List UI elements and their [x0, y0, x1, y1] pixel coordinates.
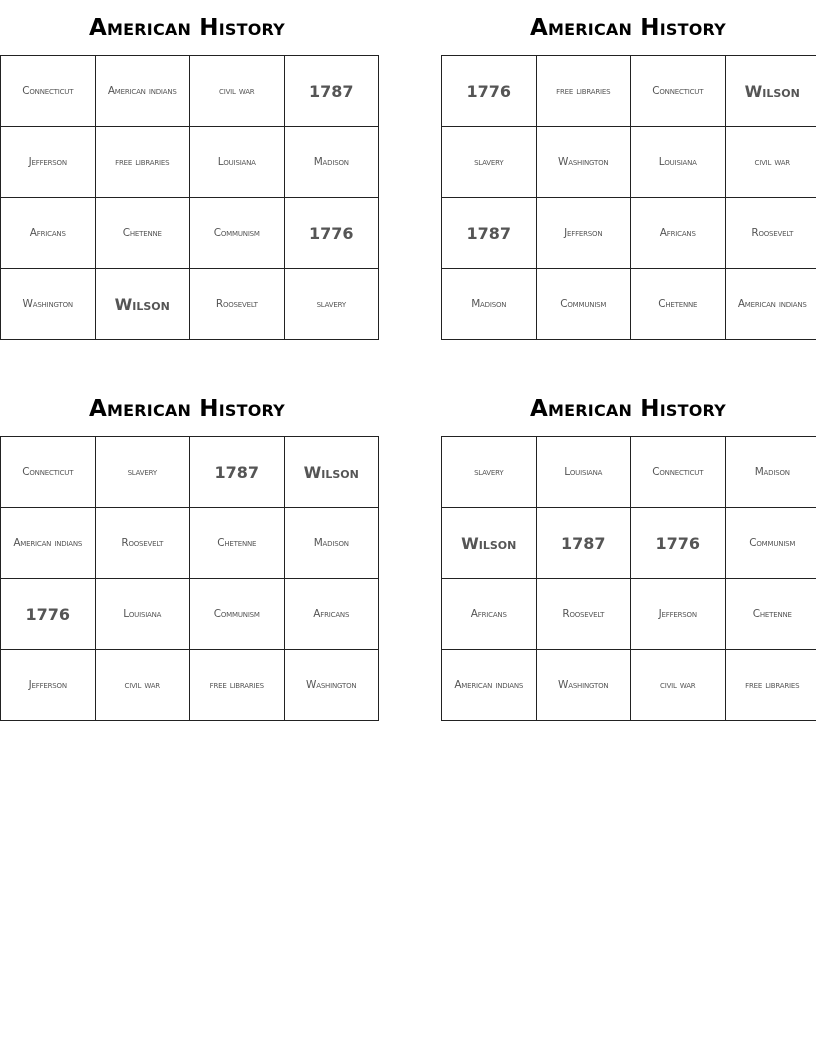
card-title: American History: [530, 396, 726, 422]
grid-cell: Madison: [284, 508, 379, 579]
grid-cell: Roosevelt: [95, 508, 190, 579]
grid-row: [442, 127, 816, 198]
grid-cell: Roosevelt: [190, 269, 285, 340]
grid-cell: 1787: [190, 437, 285, 508]
grid-cell: Chetenne: [95, 198, 190, 269]
grid-cell: Washington: [536, 127, 631, 198]
grid-cell: slavery: [95, 437, 190, 508]
grid-row: [1, 269, 379, 340]
grid-cell: Connecticut: [1, 437, 96, 508]
grid-row: [1, 56, 379, 127]
grid-cell: 1776: [631, 508, 726, 579]
grid-cell: American indians: [442, 650, 537, 721]
grid-cell: American indians: [95, 56, 190, 127]
grid-cell: Chetenne: [631, 269, 726, 340]
grid-cell: Jefferson: [631, 579, 726, 650]
card-title: American History: [89, 15, 285, 41]
grid-row: [442, 437, 816, 508]
grid-cell: American indians: [725, 269, 816, 340]
grid-cell: Washington: [284, 650, 379, 721]
bingo-grid: [0, 436, 379, 721]
grid-cell: Louisiana: [190, 127, 285, 198]
grid-cell: free libraries: [725, 650, 816, 721]
grid-cell: Louisiana: [631, 127, 726, 198]
grid-row: [1, 437, 379, 508]
grid-row: [442, 269, 816, 340]
grid-cell: slavery: [442, 127, 537, 198]
grid-cell: Communism: [536, 269, 631, 340]
grid-cell: Wilson: [284, 437, 379, 508]
grid-row: [442, 508, 816, 579]
grid-cell: Madison: [442, 269, 537, 340]
grid-row: [1, 198, 379, 269]
grid-cell: civil war: [95, 650, 190, 721]
grid-cell: Connecticut: [631, 56, 726, 127]
grid-cell: Wilson: [442, 508, 537, 579]
grid-cell: Communism: [725, 508, 816, 579]
grid-cell: Washington: [536, 650, 631, 721]
grid-cell: 1776: [442, 56, 537, 127]
grid-cell: 1776: [1, 579, 96, 650]
grid-cell: civil war: [631, 650, 726, 721]
grid-cell: Roosevelt: [536, 579, 631, 650]
grid-cell: Madison: [725, 437, 816, 508]
grid-cell: Africans: [631, 198, 726, 269]
grid-cell: 1776: [284, 198, 379, 269]
bingo-grid: [441, 55, 816, 340]
grid-cell: Jefferson: [1, 127, 96, 198]
card-title: American History: [530, 15, 726, 41]
grid-cell: Chetenne: [190, 508, 285, 579]
grid-cell: Connecticut: [1, 56, 96, 127]
grid-cell: 1787: [442, 198, 537, 269]
bingo-grid: [441, 436, 816, 721]
grid-row: [442, 650, 816, 721]
grid-cell: Africans: [442, 579, 537, 650]
grid-cell: Madison: [284, 127, 379, 198]
grid-cell: Louisiana: [536, 437, 631, 508]
grid-cell: Washington: [1, 269, 96, 340]
grid-cell: Communism: [190, 198, 285, 269]
grid-cell: 1787: [536, 508, 631, 579]
grid-cell: Wilson: [725, 56, 816, 127]
grid-cell: free libraries: [536, 56, 631, 127]
grid-cell: American indians: [1, 508, 96, 579]
grid-row: [442, 56, 816, 127]
grid-cell: slavery: [442, 437, 537, 508]
grid-cell: Wilson: [95, 269, 190, 340]
grid-cell: Louisiana: [95, 579, 190, 650]
grid-row: [1, 650, 379, 721]
grid-cell: Roosevelt: [725, 198, 816, 269]
grid-cell: Communism: [190, 579, 285, 650]
grid-cell: civil war: [725, 127, 816, 198]
grid-cell: Africans: [284, 579, 379, 650]
grid-cell: Africans: [1, 198, 96, 269]
card-title: American History: [89, 396, 285, 422]
grid-cell: Chetenne: [725, 579, 816, 650]
bingo-grid: [0, 55, 379, 340]
grid-cell: civil war: [190, 56, 285, 127]
grid-cell: free libraries: [95, 127, 190, 198]
grid-cell: slavery: [284, 269, 379, 340]
grid-cell: Jefferson: [1, 650, 96, 721]
grid-row: [1, 127, 379, 198]
grid-cell: 1787: [284, 56, 379, 127]
grid-row: [442, 579, 816, 650]
grid-row: [442, 198, 816, 269]
grid-cell: free libraries: [190, 650, 285, 721]
grid-cell: Connecticut: [631, 437, 726, 508]
grid-cell: Jefferson: [536, 198, 631, 269]
grid-row: [1, 579, 379, 650]
grid-row: [1, 508, 379, 579]
